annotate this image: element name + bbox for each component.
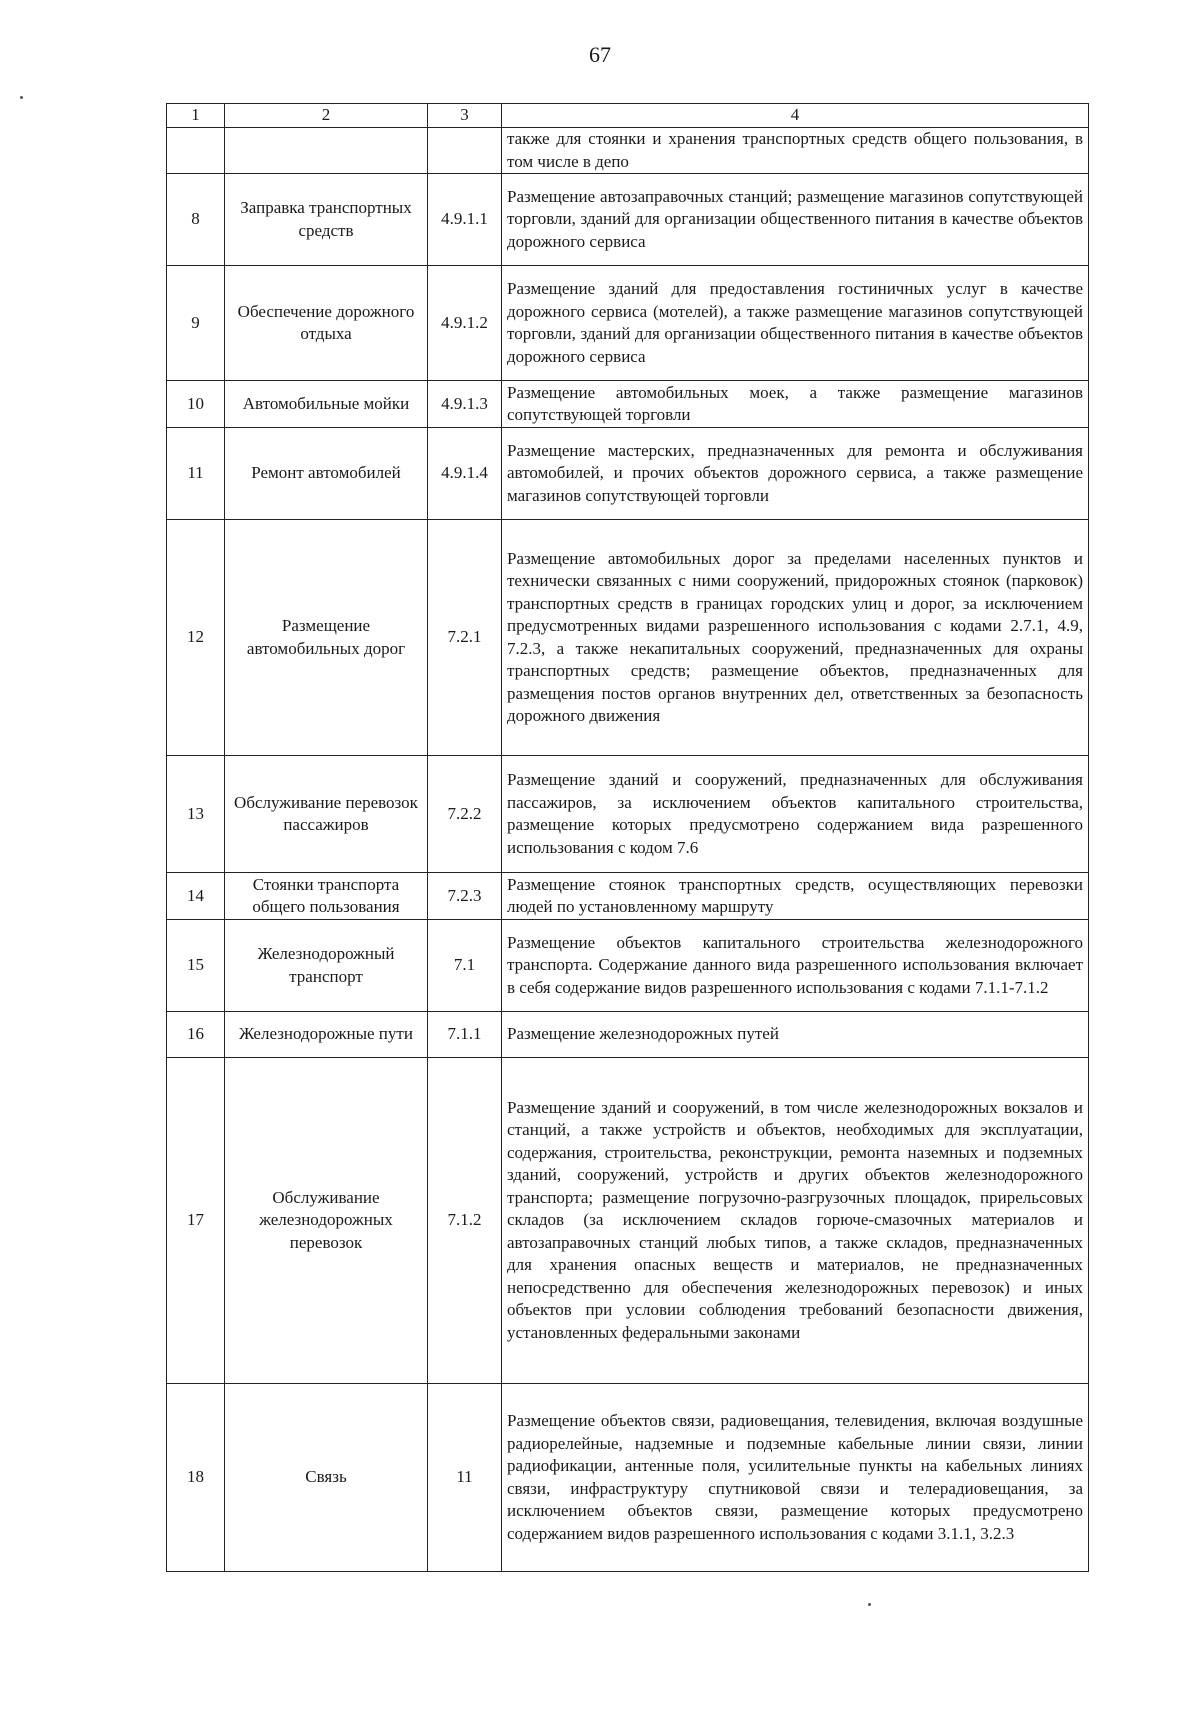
row-code: 7.2.2	[428, 756, 502, 873]
row-number: 9	[167, 266, 225, 381]
row-code: 7.2.1	[428, 520, 502, 756]
row-name: Стоянки транспорта общего пользования	[225, 873, 428, 920]
row-description	[502, 428, 1089, 520]
table-row	[167, 128, 1089, 174]
row-code: 7.1.1	[428, 1012, 502, 1058]
row-name: Обеспечение дорожного отдыха	[225, 266, 428, 381]
header-col-3: 3	[428, 104, 502, 128]
row-code: 4.9.1.1	[428, 174, 502, 266]
row-code: 7.1.2	[428, 1058, 502, 1384]
table-row	[167, 174, 1089, 266]
description-text: также для стоянки и хранения транспортных средств общего пользования, в том числе в депо	[507, 129, 1083, 171]
row-number: 14	[167, 873, 225, 920]
description-text: Размещение зданий и сооружений, предназначенных для обслуживания пассажиров, за исключением объектов капитального строительства, размещение которых предусмотрено содержанием вида разрешенного использования с кодом 7.6	[507, 770, 1083, 857]
row-number: 17	[167, 1058, 225, 1384]
row-description	[502, 873, 1089, 920]
description-text: Размещение объектов связи, радиовещания, телевидения, включая воздушные радиорелейные, надземные и подземные кабельные линии связи, линии радиофикации, антенные поля, усилительные пункты на кабельных линиях связи, инфраструктуру спутниковой связи и телерадиовещания, за исключением объектов связи, размещение которых предусмотрено содержанием видов разрешенного использования с кодами 3.1.1, 3.2.3	[507, 1411, 1083, 1543]
scan-speck	[20, 96, 23, 99]
row-description	[502, 920, 1089, 1012]
row-number: 16	[167, 1012, 225, 1058]
row-description	[502, 520, 1089, 756]
row-name: Заправка транспортных средств	[225, 174, 428, 266]
row-description	[502, 174, 1089, 266]
table-row	[167, 520, 1089, 756]
row-code: 4.9.1.3	[428, 381, 502, 428]
header-col-2: 2	[225, 104, 428, 128]
row-code: 11	[428, 1384, 502, 1572]
description-text: Размещение зданий для предоставления гостиничных услуг в качестве дорожного сервиса (мотелей), а также размещение магазинов сопутствующей торговли, зданий для организации общественного питания в качестве объектов дорожного сервиса	[507, 279, 1083, 366]
table-row	[167, 920, 1089, 1012]
table-row	[167, 381, 1089, 428]
description-text: Размещение стоянок транспортных средств, осуществляющих перевозки людей по установленному маршруту	[507, 874, 1083, 916]
table-row	[167, 428, 1089, 520]
row-number: 12	[167, 520, 225, 756]
page-number: 67	[589, 42, 611, 67]
row-name: Обслуживание железнодорожных перевозок	[225, 1058, 428, 1384]
row-code: 4.9.1.4	[428, 428, 502, 520]
row-number: 13	[167, 756, 225, 873]
row-name: Ремонт автомобилей	[225, 428, 428, 520]
row-name	[225, 128, 428, 174]
row-name: Железнодорожные пути	[225, 1012, 428, 1058]
row-number: 18	[167, 1384, 225, 1572]
table-row	[167, 1384, 1089, 1572]
row-description	[502, 1012, 1089, 1058]
row-description	[502, 381, 1089, 428]
table-row	[167, 756, 1089, 873]
header-col-4: 4	[502, 104, 1089, 128]
row-name: Обслуживание перевозок пассажиров	[225, 756, 428, 873]
row-description	[502, 1384, 1089, 1572]
row-description	[502, 756, 1089, 873]
row-number: 8	[167, 174, 225, 266]
row-number: 11	[167, 428, 225, 520]
header-col-1: 1	[167, 104, 225, 128]
table-row	[167, 1012, 1089, 1058]
row-name: Автомобильные мойки	[225, 381, 428, 428]
table-row	[167, 266, 1089, 381]
row-number: 10	[167, 381, 225, 428]
header-row	[167, 104, 1089, 128]
row-name: Железнодорожный транспорт	[225, 920, 428, 1012]
description-text: Размещение мастерских, предназначенных для ремонта и обслуживания автомобилей, и прочих объектов дорожного сервиса, а также размещение магазинов сопутствующей торговли	[507, 440, 1083, 505]
table-row	[167, 873, 1089, 920]
table-row	[167, 1058, 1089, 1384]
row-description	[502, 1058, 1089, 1384]
row-description	[502, 128, 1089, 174]
description-text: Размещение железнодорожных путей	[507, 1024, 779, 1044]
row-name: Размещение автомобильных дорог	[225, 520, 428, 756]
description-text: Размещение автомобильных моек, а также размещение магазинов сопутствующей торговли	[507, 382, 1083, 424]
row-description	[502, 266, 1089, 381]
description-text: Размещение автозаправочных станций; размещение магазинов сопутствующей торговли, зданий для организации общественного питания в качестве объектов дорожного сервиса	[507, 186, 1083, 251]
row-code: 7.2.3	[428, 873, 502, 920]
row-code: 4.9.1.2	[428, 266, 502, 381]
row-name: Связь	[225, 1384, 428, 1572]
scan-speck	[868, 1603, 871, 1606]
row-code: 7.1	[428, 920, 502, 1012]
land-use-table	[166, 103, 1089, 1572]
description-text: Размещение зданий и сооружений, в том числе железнодорожных вокзалов и станций, а также устройств и объектов, необходимых для эксплуатации, содержания, строительства, реконструкции, ремонта наземных и подземных зданий, сооружений, устройств и других объектов железнодорожного транспорта; размещение погрузочно-разгрузочных площадок, прирельсовых складов (за исключением складов горюче-смазочных материалов и автозаправочных станций любых типов, а также складов, предназначенных для хранения опасных веществ и материалов, не предназначенных непосредственно для обеспечения железнодорожных перевозок) и иных объектов при условии соблюдения требований безопасности движения, установленных федеральными законами	[507, 1097, 1083, 1342]
description-text: Размещение автомобильных дорог за пределами населенных пунктов и технически связанных с ними сооружений, придорожных стоянок (парковок) транспортных средств в границах городских улиц и дорог, за исключением предусмотренных видами разрешенного использования с кодами 2.7.1, 4.9, 7.2.3, а также некапитальных сооружений, предназначенных для охраны транспортных средств; размещение объектов, предназначенных для размещения постов органов внутренних дел, ответственных за безопасность дорожного движения	[507, 548, 1083, 725]
row-code	[428, 128, 502, 174]
row-number: 15	[167, 920, 225, 1012]
description-text: Размещение объектов капитального строительства железнодорожного транспорта. Содержание данного вида разрешенного использования включает в себя содержание видов разрешенного использования с кодами 7.1.1-7.1.2	[507, 932, 1083, 997]
row-number	[167, 128, 225, 174]
